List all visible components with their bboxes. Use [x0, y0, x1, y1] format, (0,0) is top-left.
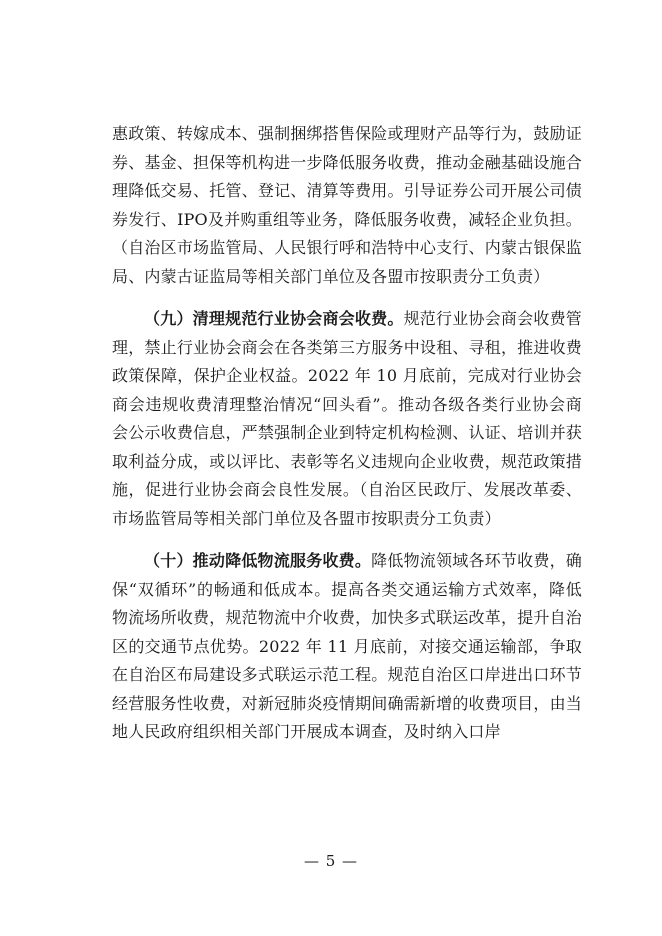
paragraph-body: 惠政策、转嫁成本、强制捆绑搭售保险或理财产品等行为，鼓励证券、基金、担保等机构进一步降低服务收费，推动金融基础设施合理降低交易、托管、登记、清算等费用。引导证券公司开展公司债券发行、IPO及并购重组等业务，降低服务收费，减轻企业负担。（自治区市场监管局、人民银行呼和浩特中心支行、内蒙古银保监局、内蒙古证监局等相关部门单位及各盟市按职责分工负责）	[112, 124, 582, 286]
section-heading-10: （十）推动降低物流服务收费。	[144, 551, 372, 570]
body-text	[112, 120, 582, 761]
paragraph-body: 降低物流领域各环节收费，确保“双循环”的畅通和低成本。提高各类交通运输方式效率，降低物流场所收费，规范物流中介收费，加快多式联运改革，提升自治区的交通节点优势。2022 年 11 月底前，对接交通运输部，争取在自治区布局建设多式联运示范工程。规范自治区口岸进出口环节经营服务性收费，对新冠肺炎疫情期间确需新增的收费项目，由当地人民政府组织相关部门开展成本调查，及时纳入口岸	[112, 551, 582, 741]
page-number: — 5 —	[303, 852, 359, 870]
paragraph-body: 规范行业协会商会收费管理，禁止行业协会商会在各类第三方服务中设租、寻租，推进收费政策保障，保护企业权益。2022 年 10 月底前，完成对行业协会商会违规收费清理整治情况“回头看”。推动各级各类行业协会商会公示收费信息，严禁强制企业到特定机构检测、认证、培训并获取利益分成，或以评比、表彰等名义违规向企业收费，规范政策措施，促进行业协会商会良性发展。（自治区民政厅、发展改革委、市场监管局等相关部门单位及各盟市按职责分工负责）	[112, 309, 583, 528]
paragraph-section-10	[112, 547, 582, 747]
paragraph-section-9	[112, 305, 582, 533]
section-heading-9: （九）清理规范行业协会商会收费。	[144, 309, 404, 328]
paragraph-continuation	[112, 120, 582, 291]
